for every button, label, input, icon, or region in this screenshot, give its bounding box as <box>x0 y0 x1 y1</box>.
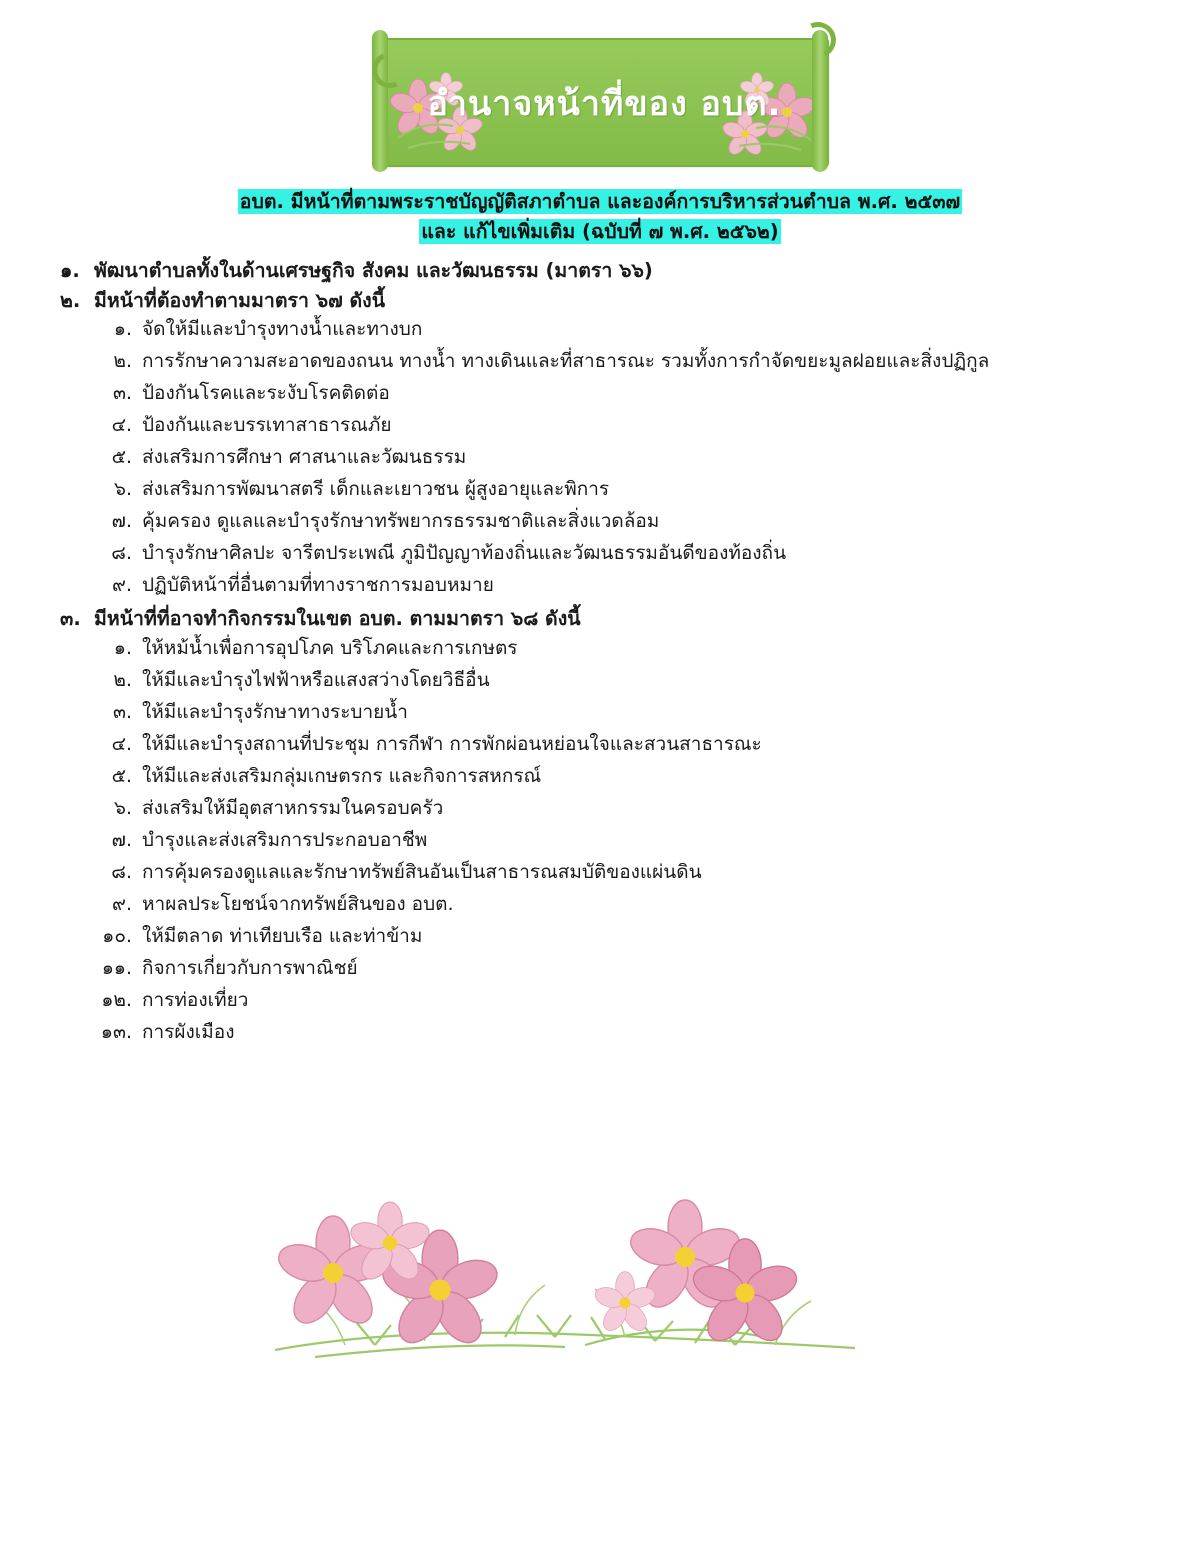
list-item-text: ให้มีตลาด ท่าเทียบเรือ และท่าข้าม <box>142 924 423 947</box>
list-item <box>60 988 1160 1011</box>
list-item <box>60 512 1160 531</box>
list-item <box>60 320 1160 339</box>
list-item-text: บำรุงรักษาศิลปะ จารีตประเพณี ภูมิปัญญาท้องถิ่นและวัฒนธรรมอันดีของท้องถิ่น <box>142 542 787 565</box>
list-item-text: ป้องกันและบรรเทาสาธารณภัย <box>142 414 392 437</box>
list-item <box>60 576 1160 595</box>
list-item-text: การท่องเที่ยว <box>142 988 249 1011</box>
list-item-number: ๕. <box>111 446 132 469</box>
list-item-number: ๑๒. <box>101 988 132 1011</box>
list-item-number: ๔. <box>111 414 132 437</box>
list-item-text: ให้หม้น้ำเพื่อการอุปโภค บริโภคและการเกษตร <box>142 636 518 659</box>
list-item-number: ๙. <box>112 574 132 597</box>
list-item <box>60 956 1160 979</box>
list-item <box>60 448 1160 467</box>
subtitle-block <box>0 187 1200 247</box>
list-item-number: ๒. <box>113 350 132 373</box>
list-item-number: ๑๓. <box>100 1020 132 1043</box>
list-item-text: ให้มีและบำรุงไฟฟ้าหรือแสงสว่างโดยวิธีอื่น <box>142 668 490 691</box>
list-item-number: ๑. <box>113 318 132 341</box>
list-item-number: ๑๐. <box>102 924 132 947</box>
list-item <box>60 764 1160 787</box>
list-item-number: ๘. <box>111 860 132 883</box>
list-item-number: ๗. <box>111 510 132 533</box>
subtitle-line-2: และ แก้ไขเพิ่มเติม (ฉบับที่ ๗ พ.ศ. ๒๕๖๒) <box>421 220 779 244</box>
list-item <box>60 796 1160 819</box>
list-item-number: ๒. <box>113 668 132 691</box>
list-item-number: ๓. <box>112 382 132 405</box>
section-number: ๓. <box>60 607 81 631</box>
section-title: พัฒนาตำบลทั้งในด้านเศรษฐกิจ สังคม และวัฒนธรรม (มาตรา ๖๖) <box>94 259 653 283</box>
list-item <box>60 1020 1160 1043</box>
list-item <box>60 352 1160 371</box>
list-item <box>60 416 1160 435</box>
section-number: ๒. <box>60 288 81 312</box>
list-item-text: การคุ้มครองดูแลและรักษาทรัพย์สินอันเป็นสาธารณสมบัติของแผ่นดิน <box>142 860 702 883</box>
list-item-number: ๘. <box>111 542 132 565</box>
list-item-number: ๗. <box>111 828 132 851</box>
section-3-items <box>60 636 1160 1043</box>
list-item-number: ๖. <box>113 478 132 501</box>
section-heading <box>60 261 1160 281</box>
section-number: ๑. <box>60 259 80 283</box>
list-item-text: ป้องกันโรคและระงับโรคติดต่อ <box>142 382 390 405</box>
list-item-number: ๕. <box>111 764 132 787</box>
list-item-text: ให้มีและบำรุงรักษาทางระบายน้ำ <box>142 700 408 723</box>
section-title: มีหน้าที่ต้องทำตามมาตรา ๖๗ ดังนี้ <box>94 288 386 312</box>
subtitle-line-2-wrap <box>0 217 1200 247</box>
list-item <box>60 924 1160 947</box>
list-item <box>60 636 1160 659</box>
list-item <box>60 828 1160 851</box>
list-item <box>60 892 1160 915</box>
list-item <box>60 700 1160 723</box>
banner-plate <box>380 38 829 167</box>
list-item-number: ๑. <box>113 636 132 659</box>
list-item-number: ๖. <box>113 796 132 819</box>
list-item-text: บำรุงและส่งเสริมการประกอบอาชีพ <box>142 828 428 851</box>
list-item-number: ๙. <box>112 892 132 915</box>
list-item-text: คุ้มครอง ดูแลและบำรุงรักษาทรัพยากรธรรมชาติและสิ่งแวดล้อม <box>142 510 660 533</box>
list-item-text: การรักษาความสะอาดของถนน ทางน้ำ ทางเดินและที่สาธารณะ รวมทั้งการกำจัดขยะมูลฝอยและสิ่งปฏิกูล <box>142 350 990 373</box>
list-item-text: ให้มีและส่งเสริมกลุ่มเกษตรกร และกิจการสหกรณ์ <box>142 764 542 787</box>
list-item <box>60 480 1160 499</box>
list-item-text: หาผลประโยชน์จากทรัพย์สินของ อบต. <box>142 892 454 915</box>
list-item-text: ส่งเสริมการพัฒนาสตรี เด็กและเยาวชน ผู้สูงอายุและพิการ <box>142 478 610 501</box>
document-body <box>0 247 1200 1042</box>
header-banner <box>0 0 1200 185</box>
list-item-number: ๑๑. <box>101 956 132 979</box>
list-item-text: ส่งเสริมการศึกษา ศาสนาและวัฒนธรรม <box>142 446 467 469</box>
list-item-text: ส่งเสริมให้มีอุตสาหกรรมในครอบครัว <box>142 796 444 819</box>
list-item-text: กิจการเกี่ยวกับการพาณิชย์ <box>142 956 358 979</box>
banner-title: อำนาจหน้าที่ของ อบต. <box>427 83 782 124</box>
footer-flower-border-icon <box>255 1195 875 1375</box>
list-item-number: ๔. <box>111 732 132 755</box>
list-item <box>60 860 1160 883</box>
subtitle-line-1: อบต. มีหน้าที่ตามพระราชบัญญัติสภาตำบล และองค์การบริหารส่วนตำบล พ.ศ. ๒๕๓๗ <box>239 190 961 213</box>
section-title: มีหน้าที่ที่อาจทำกิจกรรมในเขต อบต. ตามมาตรา ๖๘ ดังนี้ <box>94 607 581 631</box>
list-item-text: จัดให้มีและบำรุงทางน้ำและทางบก <box>142 318 423 341</box>
list-item-text: ปฏิบัติหน้าที่อื่นตามที่ทางราชการมอบหมาย <box>142 574 494 597</box>
list-item <box>60 544 1160 563</box>
list-item-number: ๓. <box>112 700 132 723</box>
list-item <box>60 732 1160 755</box>
section-heading <box>60 288 1160 312</box>
list-item <box>60 668 1160 691</box>
list-item <box>60 384 1160 403</box>
section-2-items <box>60 320 1160 595</box>
subtitle-line-1-wrap <box>0 187 1200 217</box>
list-item-text: การผังเมือง <box>142 1020 235 1043</box>
list-item-text: ให้มีและบำรุงสถานที่ประชุม การกีฬา การพักผ่อนหย่อนใจและสวนสาธารณะ <box>142 732 762 755</box>
section-heading <box>60 609 1160 629</box>
